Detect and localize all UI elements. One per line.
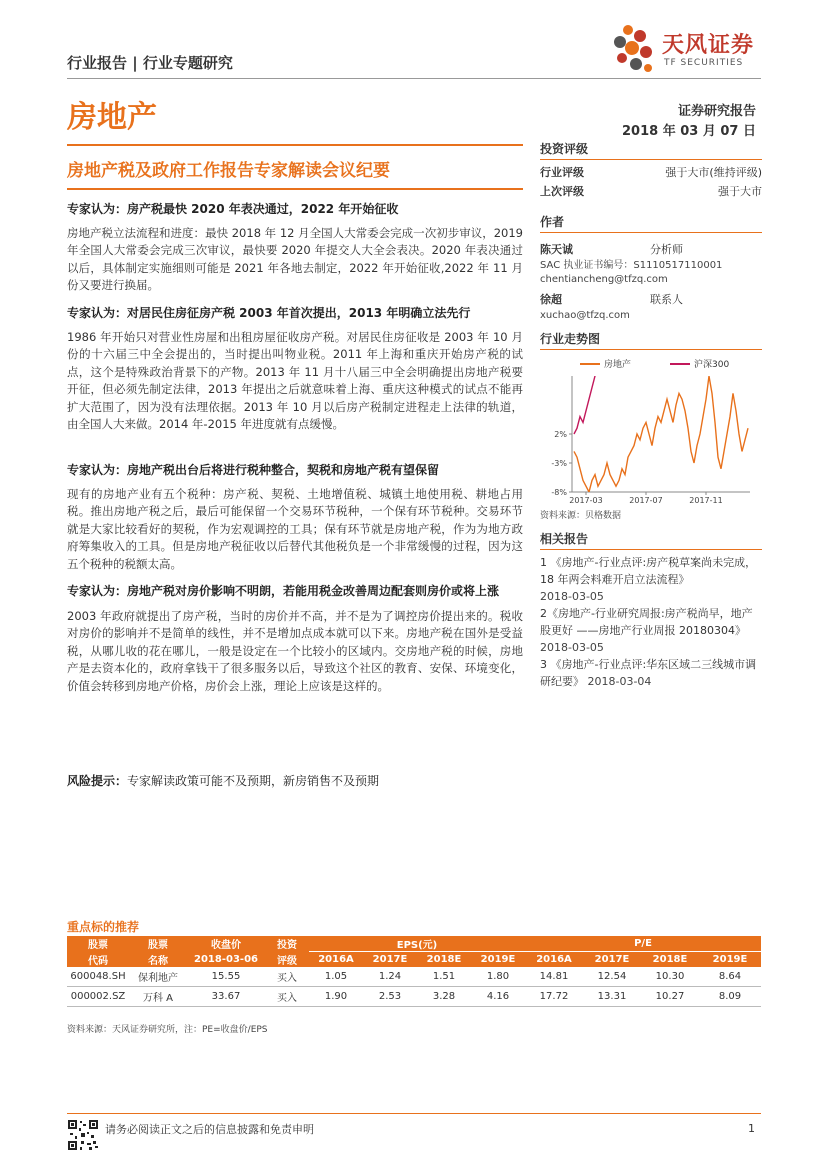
logo-text-cn: 天风证券: [662, 33, 755, 58]
series-line-property: [574, 376, 748, 492]
section-heading: 专家认为：房地产税出台后将进行税种整合，契税和房地产税有望保留: [67, 463, 440, 477]
section-2: [67, 304, 523, 433]
x-tick-label: 2017-07: [629, 496, 663, 505]
author-email[interactable]: xuchao@tfzq.com: [540, 310, 630, 321]
section-heading: 专家认为：对居民住房征房产税 2003 年首次提出，2013 年明确立法先行: [67, 306, 471, 320]
section-body: 1986 年开始只对营业性房屋和出租房屋征收房产税。对居民住房征收是 2003 年 10 月份的十六届三中全会提出的，当时提出叫物业税。2011 年上海和重庆开始房产税的试点，这个是特殊政治背景下的产物。2013 年 11 月十八届三中全会明确提出房地产税要开征，但必须先制定法律，2013 年提出之后就意味着上海、重庆这种模式的试点不能再扩大范围了，因为没有法理依据。2013 年 10 月以后房产税制定进程走上法律的轨道，由全国人大来做。2014 年-2015 年进度就有点缓慢。: [67, 330, 523, 432]
author-email[interactable]: chentiancheng@tfzq.com: [540, 274, 668, 285]
rating-row: 行业评级 强于大市(维持评级): [540, 166, 762, 179]
header-divider: [67, 78, 761, 79]
rating-panel: [540, 140, 762, 201]
picks-table-wrap: [67, 936, 761, 1007]
report-kind: 证券研究报告: [677, 104, 756, 119]
x-tick-label: 2017-03: [569, 496, 603, 505]
author-1: 陈天诚 分析师: [540, 243, 683, 256]
trend-panel: [540, 330, 762, 521]
authors-panel: [540, 213, 762, 323]
author-2: 徐超 联系人: [540, 293, 683, 306]
authors-title: 作者: [540, 213, 762, 233]
related-title: 相关报告: [540, 530, 762, 550]
table-row: 000002.SZ 万科 A 33.67 买入 1.90 2.53 3.28 4.16 17.72 13.31 10.27 8.09: [67, 987, 761, 1007]
y-tick-label: -8%: [551, 488, 567, 497]
section-body: 2003 年政府就提出了房产税，当时的房价并不高，并不是为了调控房价提出来的。税收对房价的影响并不是简单的线性，并不是增加点成本就可以下来。房地产税在国外是受益税，从哪儿收的花在哪儿，一般是设定在一个比较小的区域内。交房地产税的时候，房地产是去资本化的，政府拿钱干了很多服务以后，导致这个社区的教育、安保、环境变化，价值会转移到房地产价格，房价会上涨，理论上应该是这样的。: [67, 609, 523, 693]
table-header-row: 股票 股票 收盘价 投资 EPS(元) P/E: [67, 936, 761, 952]
author-cert: SAC 执业证书编号：S1110517110001: [540, 260, 723, 271]
picks-note: 资料来源：天风证券研究所，注：PE=收盘价/EPS: [67, 1025, 268, 1035]
picks-title: 重点标的推荐: [67, 920, 140, 934]
report-title: 房地产税及政府工作报告专家解读会议纪要: [67, 161, 390, 181]
related-report-2[interactable]: 2《房地产-行业研究周报:房产税尚早，地产股更好 ——房地产行业周报 20180304》 2018-03-05: [540, 607, 753, 654]
qr-code-icon: [67, 1119, 99, 1151]
section-3: [67, 461, 523, 573]
legend-label: 房地产: [604, 360, 632, 370]
page-number: 1: [748, 1122, 755, 1135]
logo-flower-icon: [610, 22, 660, 78]
y-tick-label: 2%: [554, 430, 567, 439]
x-tick-label: 2017-11: [689, 496, 723, 505]
legend-label: 沪深300: [694, 360, 730, 370]
rating-title: 投资评级: [540, 140, 762, 160]
table-header-row: 代码 名称 2018-03-06 评级 2016A 2017E 2018E 2019E 2016A 2017E 2018E 2019E: [67, 952, 761, 968]
related-panel: [540, 530, 762, 690]
footer-disclaimer: 请务必阅读正文之后的信息披露和免责申明: [105, 1123, 314, 1136]
footer-divider: [67, 1113, 761, 1114]
section-1: [67, 200, 523, 295]
section-body: 房地产税立法流程和进度：最快 2018 年 12 月全国人大常委会完成一次初步审议，2019 年全国人大常委会完成三次审议，最快要 2020 年提交人大全会表决。2020 年表决通过以后，具体制定实施细则可能是 2021 年各地去制定，2022 年开始征收,2022 年 11 月份又要进行换届。: [67, 226, 523, 293]
title-top-rule: [67, 144, 523, 146]
related-report-1[interactable]: 1 《房地产-行业点评:房产税草案尚未完成，18 年两会料难开启立法流程》 2018-03-05: [540, 556, 757, 603]
chart-source: 资料来源：贝格数据: [540, 511, 622, 521]
section-4: [67, 582, 523, 695]
title-bottom-rule: [67, 188, 523, 190]
section-body: 现有的房地产业有五个税种：房产税、契税、土地增值税、城镇土地使用税、耕地占用税。推出房地产税之后，最后可能保留一个交易环节税种，一个保有环节税种。交易环节就是大家比较看好的契税，作为宏观调控的工具；保有环节就是房地产税，作为为地方政府筹集收入的工具。但是房地产税征收以后替代其他税负是一个非常缓慢的过程，因为这五个税种的税额太高。: [67, 487, 523, 571]
section-heading: 专家认为：房地产税对房价影响不明朗，若能用税金改善周边配套则房价或将上涨: [67, 584, 500, 598]
report-type: 行业报告 | 行业专题研究: [67, 54, 233, 72]
related-report-3[interactable]: 3 《房地产-行业点评:华东区域二三线城市调研纪要》 2018-03-04: [540, 658, 757, 688]
section-heading: 专家认为：房产税最快 2020 年表决通过，2022 年开始征收: [67, 202, 399, 216]
rating-row: 上次评级 强于大市: [540, 185, 762, 198]
trend-chart: [540, 354, 762, 506]
table-row: 600048.SH 保利地产 15.55 买入 1.05 1.24 1.51 1.80 14.81 12.54 10.30 8.64: [67, 967, 761, 987]
risk-text: 专家解读政策可能不及预期，新房销售不及预期: [127, 774, 380, 788]
y-tick-label: -3%: [551, 459, 567, 468]
picks-table: [67, 936, 761, 1007]
trend-title: 行业走势图: [540, 330, 762, 350]
risk-note: [67, 772, 523, 789]
risk-label: 风险提示：: [67, 774, 128, 788]
report-date: 2018 年 03 月 07 日: [622, 124, 756, 139]
sector-title: 房地产: [67, 100, 157, 135]
logo-text-en: TF SECURITIES: [664, 58, 744, 68]
company-logo: [610, 22, 770, 78]
